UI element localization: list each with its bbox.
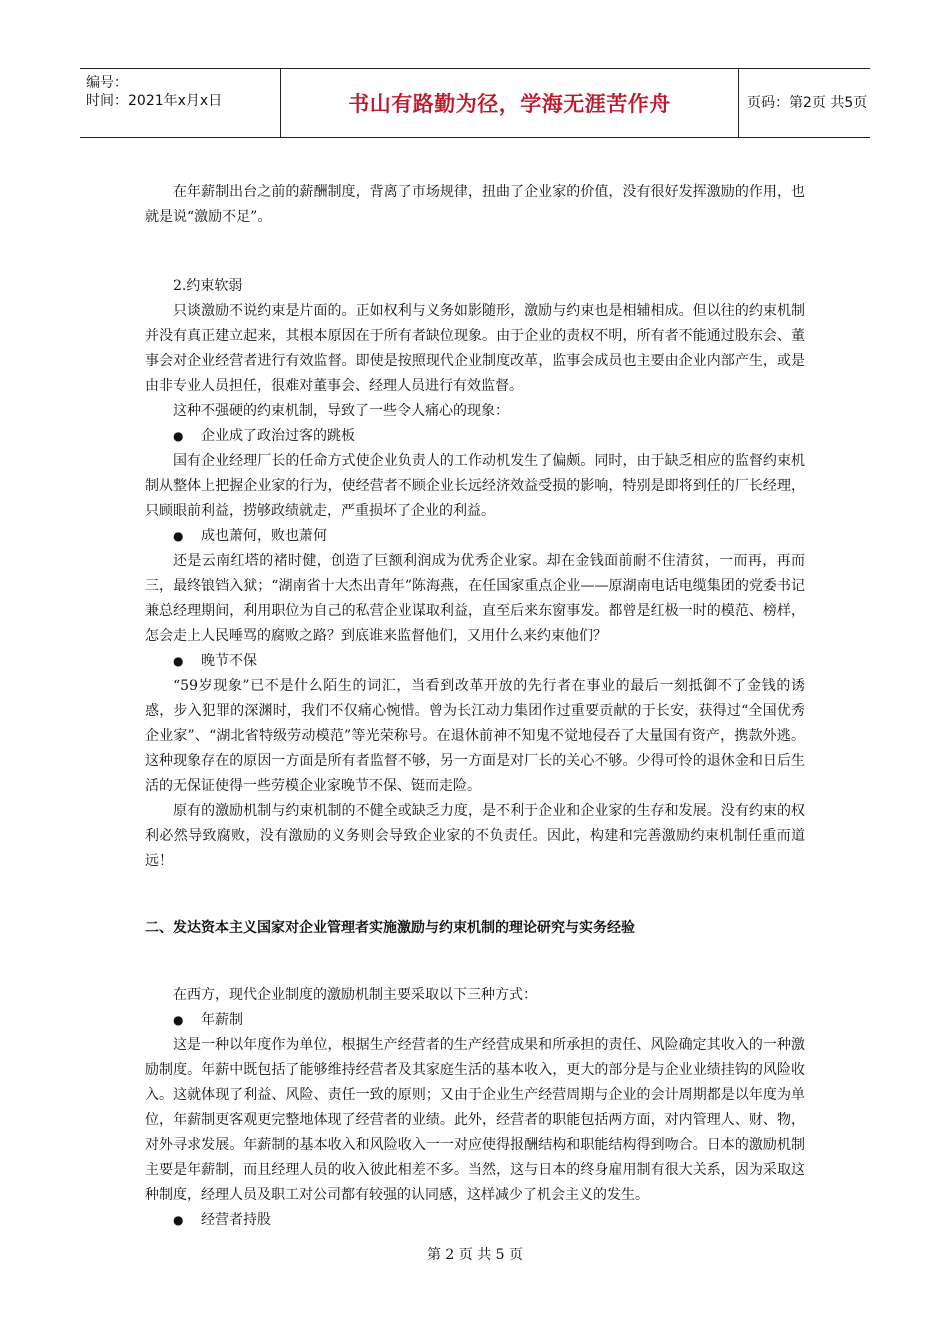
document-date-label: 时间：2021年x月x日 — [86, 93, 223, 109]
paragraph: 只谈激励不说约束是片面的。正如权利与义务如影随形，激励与约束也是相辅相成。但以往的约束机制并没有真正建立起来，其根本原因在于所有者缺位现象。由于企业的责权不明，所有者不能通过股东会、董事会对企业经营者进行有效监督。即使是按照现代企业制度改革，监事会成员也主要由企业内部产生，或是由非专业人员担任，很难对董事会、经理人员进行有效监督。 — [145, 303, 805, 394]
paragraph: 还是云南红塔的褚时健，创造了巨额利润成为优秀企业家。却在金钱面前耐不住清贫，一而再，再而三，最终锒铛入狱；“湖南省十大杰出青年”陈海燕，在任国家重点企业——原湖南电话电缆集团的党委书记兼总经理期间，利用职位为自己的私营企业谋取利益，直至后来东窗事发。都曾是红极一时的模范、榜样，怎会走上人民唾骂的腐败之路？到底谁来监督他们，又用什么来约束他们？ — [145, 553, 805, 644]
paragraph: “59岁现象”已不是什么陌生的词汇，当看到改革开放的先行者在事业的最后一刻抵御不了金钱的诱惑，步入犯罪的深渊时，我们不仅痛心惋惜。曾为长江动力集团作过重要贡献的于长安，获得过“全国优秀企业家”、“湖北省特级劳动模范”等光荣称号。在退休前神不知鬼不觉地侵吞了大量国有资产，携款外逃。这种现象存在的原因一方面是所有者监督不够，另一方面是对厂长的关心不够。少得可怜的退休金和日后生活的无保证使得一些劳模企业家晚节不保、铤而走险。 — [145, 678, 805, 794]
bullet-item — [145, 1008, 805, 1033]
paragraph: 这是一种以年度作为单位，根据生产经营者的生产经营成果和所承担的责任、风险确定其收入的一种激励制度。年薪中既包括了能够维持经营者及其家庭生活的基本收入，更大的部分是与企业业绩挂钩的风险收入。这就体现了利益、风险、责任一致的原则；又由于企业生产经营周期与企业的会计周期都是以年度为单位，年薪制更客观更完整地体现了经营者的业绩。此外，经营者的职能包括两方面，对内管理人、财、物，对外寻求发展。年薪制的基本收入和风险收入一一对应使得报酬结构和职能结构得到吻合。日本的激励机制主要是年薪制，而且经理人员的收入彼此相差不多。当然，这与日本的终身雇用制有很大关系，因为采取这种制度，经理人员及职工对公司都有较强的认同感，这样减少了机会主义的发生。 — [145, 1037, 805, 1203]
bullet-icon: ● — [173, 654, 184, 668]
bullet-icon: ● — [173, 1013, 184, 1027]
section-heading: 二、发达资本主义国家对企业管理者实施激励与约束机制的理论研究与实务经验 — [145, 920, 635, 936]
document-number-label: 编号： — [86, 75, 128, 91]
bullet-item — [145, 524, 805, 549]
page-number-label: 页码：第2页 共5页 — [747, 95, 868, 111]
paragraph: 这种不强硬的约束机制，导致了一些令人痛心的现象： — [173, 403, 509, 419]
bullet-icon: ● — [173, 429, 184, 443]
bullet-text: 企业成了政治过客的跳板 — [201, 428, 355, 444]
page-footer: 第 2 页 共 5 页 — [426, 1247, 524, 1263]
bullet-item — [145, 424, 805, 449]
header-left-cell — [80, 69, 280, 137]
bullet-text: 经营者持股 — [201, 1212, 271, 1228]
bullet-item — [145, 1208, 805, 1233]
header-center-cell — [280, 69, 739, 137]
section-title-constraint-weak: 2.约束软弱 — [173, 278, 243, 294]
paragraph-intro: 在年薪制出台之前的薪酬制度，背离了市场规律，扭曲了企业家的价值，没有很好发挥激励的作用，也就是说“激励不足”。 — [145, 184, 805, 225]
paragraph: 在西方，现代企业制度的激励机制主要采取以下三种方式： — [173, 987, 537, 1003]
motto-text: 书山有路勤为径，学海无涯苦作舟 — [348, 92, 671, 116]
bullet-icon: ● — [173, 529, 184, 543]
document-body — [145, 180, 805, 1233]
bullet-text: 晚节不保 — [201, 653, 257, 669]
paragraph: 原有的激励机制与约束机制的不健全或缺乏力度，是不利于企业和企业家的生存和发展。没有约束的权利必然导致腐败，没有激励的义务则会导致企业家的不负责任。因此，构建和完善激励约束机制任重而道远！ — [145, 803, 805, 869]
header-right-cell — [739, 69, 870, 137]
paragraph: 国有企业经理厂长的任命方式使企业负责人的工作动机发生了偏颇。同时，由于缺乏相应的监督约束机制从整体上把握企业家的行为，使经营者不顾企业长远经济效益受损的影响，特别是即将到任的厂长经理，只顾眼前利益，捞够政绩就走，严重损坏了企业的利益。 — [145, 453, 805, 519]
bullet-icon: ● — [173, 1213, 184, 1227]
bullet-text: 成也萧何，败也萧何 — [201, 528, 327, 544]
bullet-text: 年薪制 — [201, 1012, 243, 1028]
header-table — [80, 68, 870, 138]
bullet-item — [145, 649, 805, 674]
